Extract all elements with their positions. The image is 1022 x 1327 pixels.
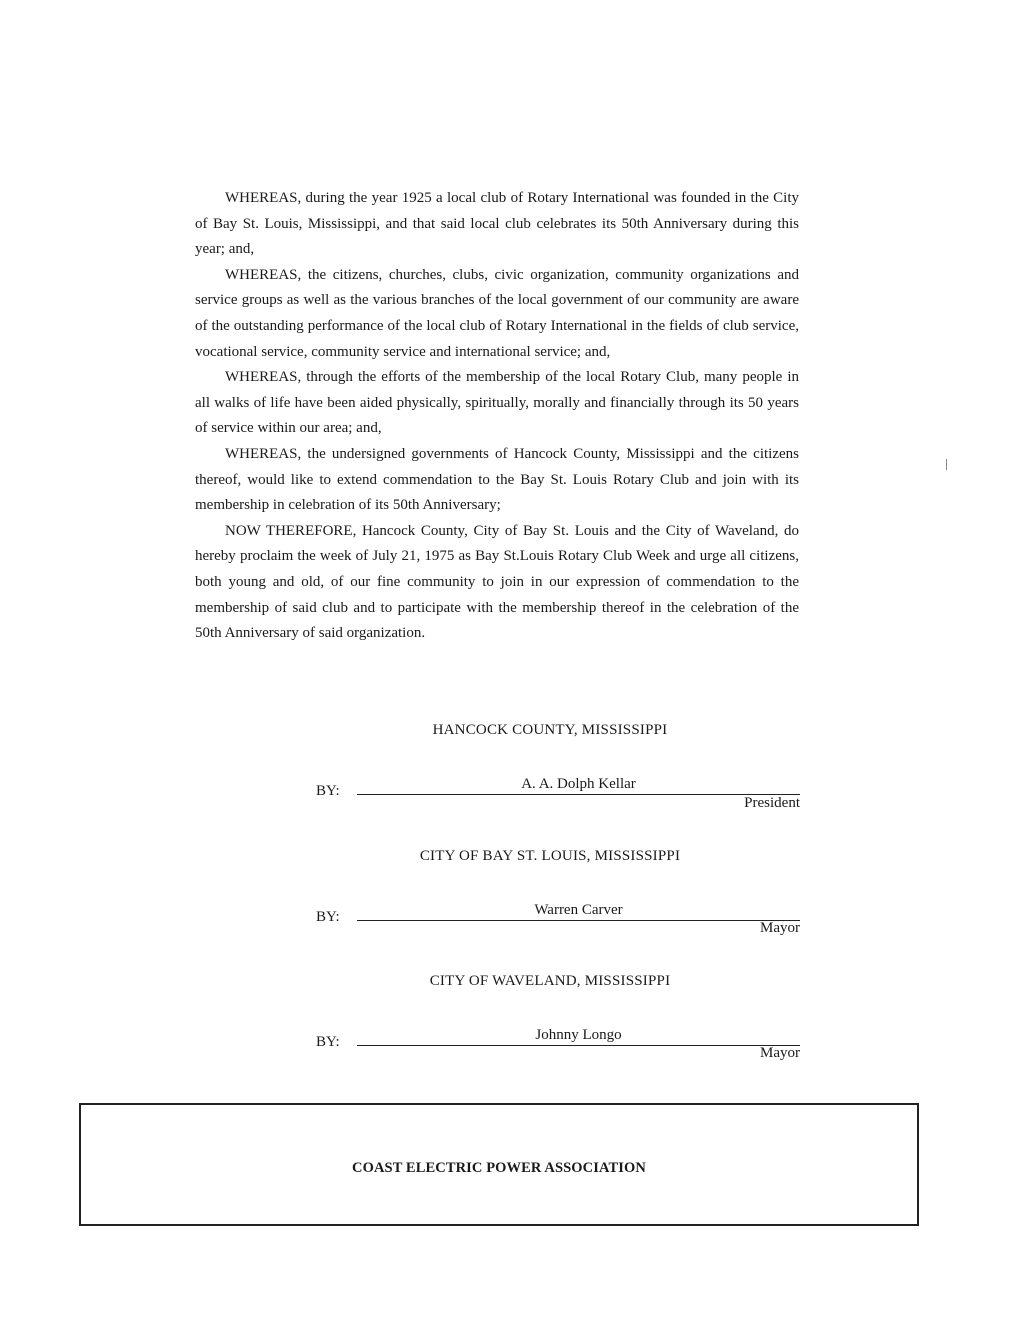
- signature-line: [357, 920, 800, 921]
- by-label: BY:: [316, 783, 340, 799]
- signer-name: A. A. Dolph Kellar: [521, 776, 636, 792]
- signer-title: Mayor: [760, 1045, 800, 1061]
- whereas-paragraph-2: WHEREAS, the citizens, churches, clubs, civic organization, community organizations and service groups as well as the various branches of the local government of our community are aware of the outstanding performance of the local club of Rotary International in the fields of club service, vocational service, community service and international service; and,: [195, 266, 799, 360]
- signature-line: [357, 1045, 800, 1046]
- sponsor-name: COAST ELECTRIC POWER ASSOCIATION: [352, 1160, 646, 1176]
- now-therefore-paragraph: NOW THEREFORE, Hancock County, City of Bay St. Louis and the City of Waveland, do hereby proclaim the week of July 21, 1975 as Bay St.Louis Rotary Club Week and urge all citizens, both young and old, of our fine community to join in our expression of commendation to the membership of said club and to participate with the membership thereof in the celebration of the 50th Anniversary of said organization.: [195, 522, 799, 642]
- paper-mark: [946, 459, 947, 470]
- whereas-paragraph-4: WHEREAS, the undersigned governments of Hancock County, Mississippi and the citizens thereof, would like to extend commendation to the Bay St. Louis Rotary Club and join with its membership in celebration of its 50th Anniversary;: [195, 445, 799, 514]
- signer-name: Warren Carver: [534, 902, 623, 918]
- signature-block-hancock-county: [300, 720, 800, 820]
- government-name: CITY OF BAY ST. LOUIS, MISSISSIPPI: [419, 848, 681, 864]
- sponsor-box: [79, 1103, 919, 1226]
- signer-title: President: [744, 795, 800, 811]
- proclamation-body: [195, 186, 799, 647]
- government-name: CITY OF WAVELAND, MISSISSIPPI: [429, 973, 671, 989]
- signature-block-bay-st-louis: [300, 846, 800, 946]
- by-label: BY:: [316, 1034, 340, 1050]
- by-label: BY:: [316, 909, 340, 925]
- whereas-paragraph-3: WHEREAS, through the efforts of the membership of the local Rotary Club, many people in all walks of life have been aided physically, spiritually, morally and financially through its 50 years of service within our area; and,: [195, 369, 799, 437]
- signer-title: Mayor: [760, 920, 800, 936]
- whereas-paragraph-1: WHEREAS, during the year 1925 a local club of Rotary International was founded in the City of Bay St. Louis, Mississippi, and that said local club celebrates its 50th Anniversary during this year; and,: [195, 190, 799, 258]
- signature-line: [357, 794, 800, 795]
- signer-name: Johnny Longo: [535, 1027, 622, 1043]
- signature-block-waveland: [300, 971, 800, 1071]
- government-name: HANCOCK COUNTY, MISSISSIPPI: [432, 722, 668, 738]
